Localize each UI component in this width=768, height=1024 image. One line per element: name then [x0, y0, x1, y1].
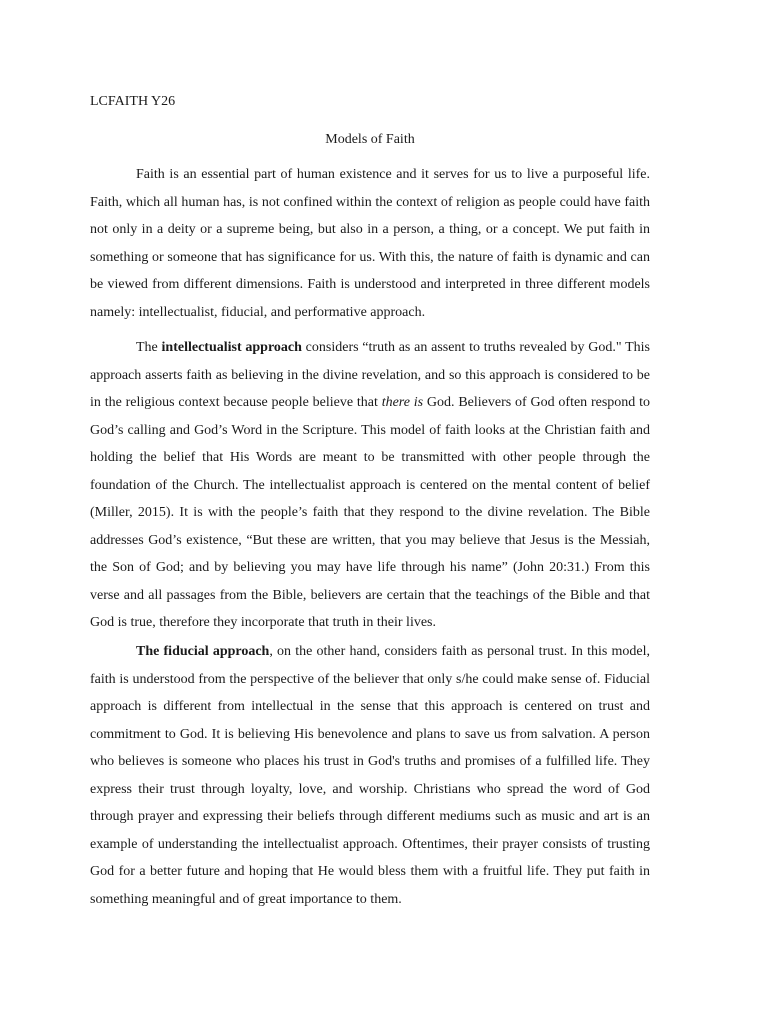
document-title: Models of Faith: [325, 132, 415, 147]
paragraph-text: God. Believers of God often respond to God’s calling and God’s Word in the Scripture. This model of faith looks at the Christian faith and holding the belief that His Words are meant to be transmitted with other people through the foundation of the Church. The intellectualist approach is centered on the mental content of belief (Miller, 2015). It is with the people’s faith that they respond to the divine revelation. The Bible addresses God’s existence, “But these are written, that you may believe that Jesus is the Messiah, the Son of God; and by believing you may have life through his name” (John 20:31.) From this verse and all passages from the Bible, believers are certain that the teachings of the Bible and that God is true, therefore they incorporate that truth in their lives.: [90, 395, 651, 630]
term-fiducial-approach: The fiducial approach: [136, 644, 270, 659]
paragraph-intellectualist: [90, 334, 650, 637]
paragraph-text: considers “truth as an assent to truths revealed by God." This approach asserts faith as believing in the divine revelation, and so this approach is considered to be in the religious context because people believe that: [90, 340, 650, 410]
emphasis-there-is: there is: [381, 395, 424, 410]
paragraph-fiducial: [90, 638, 650, 913]
paragraph-introduction: [90, 161, 650, 326]
term-intellectualist-approach: intellectualist approach: [161, 340, 302, 355]
course-code: LCFAITH Y26: [90, 94, 176, 109]
paragraph-text: , on the other hand, considers faith as personal trust. In this model, faith is understood from the perspective of the believer that only s/he could make sense of. Fiducial approach is different from intellectual in the sense that this approach is centered on trust and commitment to God. It is believing His benevolence and plans to save us from salvation. A person who believes is someone who places his trust in God's truths and promises of a fulfilled life. They express their trust through loyalty, love, and worship. Christians who spread the word of God through prayer and expressing their beliefs through different mediums such as music and art is an example of understanding the intellectualist approach. Oftentimes, their prayer consists of trusting God for a better future and hoping that He would bless them with a fruitful life. They put faith in something meaningful and of great importance to them.: [90, 644, 650, 907]
paragraph-lead: The: [136, 340, 162, 355]
paragraph-text: Faith is an essential part of human existence and it serves for us to live a purposeful life. Faith, which all human has, is not confined within the context of religion as people could have faith not only in a deity or a supreme being, but also in a person, a thing, or a concept. We put faith in something or someone that has significance for us. With this, the nature of faith is dynamic and can be viewed from different dimensions. Faith is understood and interpreted in three different models namely: intellectualist, fiducial, and performative approach.: [90, 167, 650, 320]
